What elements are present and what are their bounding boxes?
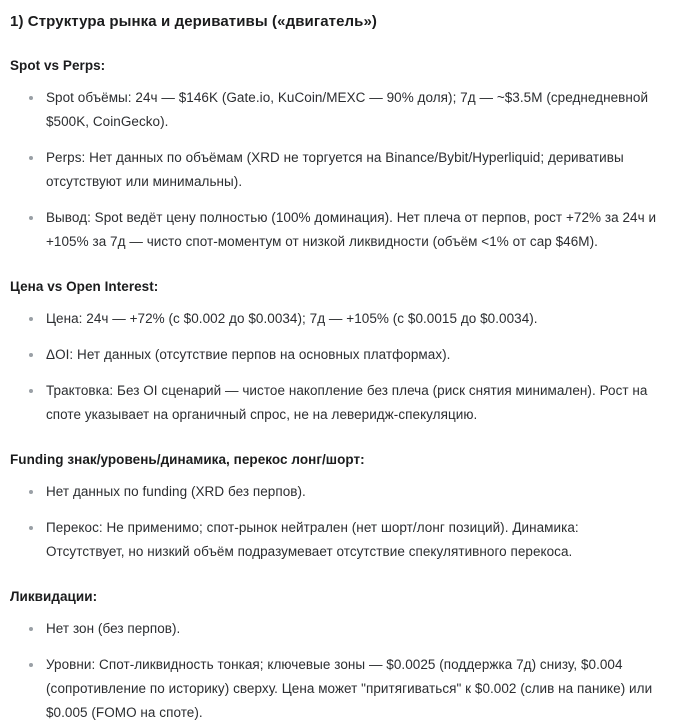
bullet-list — [10, 307, 660, 427]
list-item-text: Трактовка: Без OI сценарий — чистое накопление без плеча (риск снятия минимален). Рост на споте указывает на органичный спрос, не на леверидж-спекуляцию. — [46, 383, 648, 422]
page-title: 1) Структура рынка и деривативы («двигатель») — [10, 13, 378, 30]
section-liquidations — [10, 587, 660, 725]
section-price-vs-open-interest — [10, 277, 660, 427]
bullet-dot-icon — [29, 526, 33, 530]
list-item — [10, 206, 660, 254]
list-item — [10, 86, 660, 134]
bullet-dot-icon — [29, 156, 33, 160]
bullet-dot-icon — [29, 353, 33, 357]
list-item — [10, 307, 660, 331]
list-item-text: Вывод: Spot ведёт цену полностью (100% доминация). Нет плеча от перпов, рост +72% за 24ч и +105% за 7д — чисто спот-моментум от низкой ликвидности (объём <1% от cap $46M). — [46, 210, 657, 249]
list-item — [10, 146, 660, 194]
list-item-text: Spot объёмы: 24ч — $146K (Gate.io, KuCoin/MEXC — 90% доля); 7д — ~$3.5M (среднедневной $500K, CoinGecko). — [46, 90, 649, 129]
bullet-dot-icon — [29, 216, 33, 220]
section-heading: Цена vs Open Interest: — [10, 279, 159, 294]
list-item — [10, 379, 660, 427]
bullet-dot-icon — [29, 663, 33, 667]
section-heading: Spot vs Perps: — [10, 58, 106, 73]
bullet-list — [10, 480, 660, 564]
bullet-dot-icon — [29, 317, 33, 321]
bullet-dot-icon — [29, 490, 33, 494]
bullet-list — [10, 617, 660, 725]
list-item — [10, 516, 660, 564]
list-item-text: Перекос: Не применимо; спот-рынок нейтрален (нет шорт/лонг позиций). Динамика: Отсутствует, но низкий объём подразумевает отсутствие спекулятивного перекоса. — [46, 520, 579, 559]
section-heading: Ликвидации: — [10, 589, 98, 604]
bullet-dot-icon — [29, 389, 33, 393]
list-item — [10, 653, 660, 725]
list-item — [10, 343, 660, 367]
bullet-dot-icon — [29, 627, 33, 631]
list-item — [10, 480, 660, 504]
list-item-text: Perps: Нет данных по объёмам (XRD не торгуется на Binance/Bybit/Hyperliquid; деривативы отсутствуют или минимальны). — [46, 150, 624, 189]
list-item-text: Цена: 24ч — +72% (с $0.002 до $0.0034); 7д — +105% (с $0.0015 до $0.0034). — [46, 311, 538, 326]
list-item-text: Уровни: Спот-ликвидность тонкая; ключевые зоны — $0.0025 (поддержка 7д) снизу, $0.004 (сопротивление по историку) сверху. Цена может "притягиваться" к $0.002 (слив на панике) или $0.005 (FOMO на споте). — [46, 657, 653, 720]
list-item-text: ΔOI: Нет данных (отсутствие перпов на основных платформах). — [46, 347, 451, 362]
section-funding — [10, 450, 660, 564]
bullet-dot-icon — [29, 96, 33, 100]
list-item — [10, 617, 660, 641]
section-heading: Funding знак/уровень/динамика, перекос лонг/шорт: — [10, 452, 365, 467]
section-spot-vs-perps — [10, 56, 660, 254]
bullet-list — [10, 86, 660, 254]
list-item-text: Нет данных по funding (XRD без перпов). — [46, 484, 306, 499]
list-item-text: Нет зон (без перпов). — [46, 621, 181, 636]
